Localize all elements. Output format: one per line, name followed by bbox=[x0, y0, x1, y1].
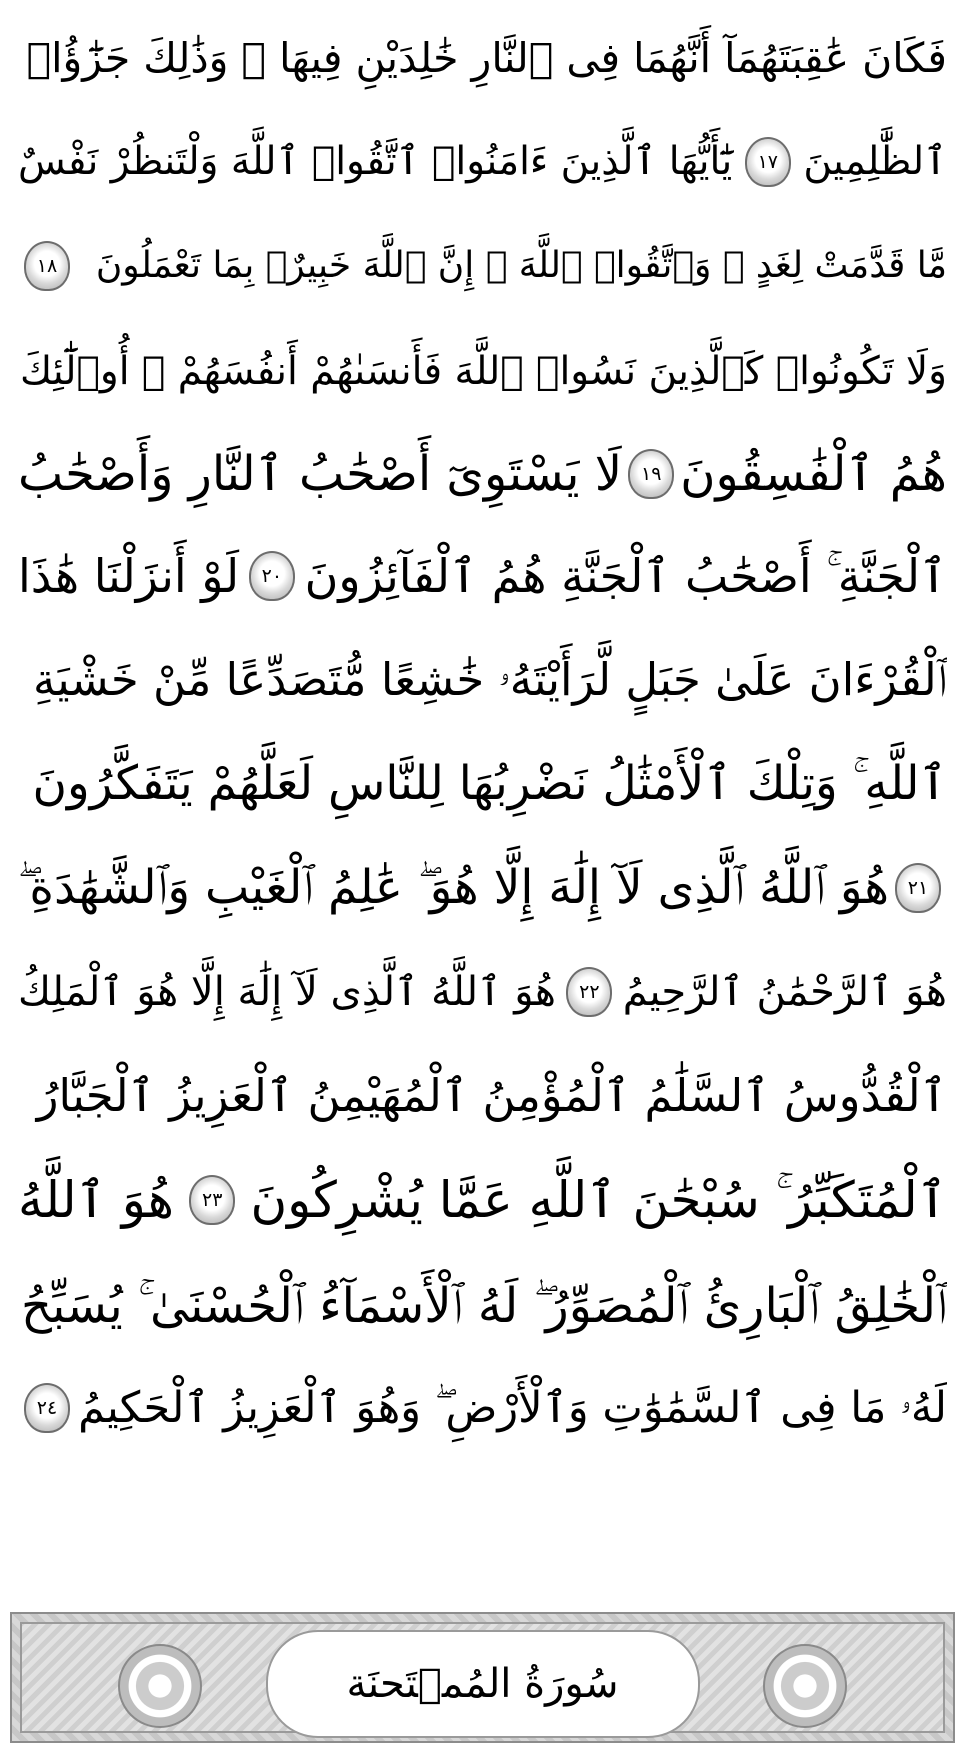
ayah-number-marker: ١٩ bbox=[628, 449, 674, 499]
ayah-number-marker: ٢٤ bbox=[24, 1383, 70, 1433]
text-line bbox=[18, 630, 947, 730]
verse-text: هُوَ ٱللَّهُ bbox=[18, 1171, 174, 1229]
text-line bbox=[18, 112, 947, 212]
text-line bbox=[18, 838, 947, 938]
ayah-number-marker: ٢٠ bbox=[249, 551, 295, 601]
verse-text: ٱلْخَٰلِقُ ٱلْبَارِئُ ٱلْمُصَوِّرُ ۖ لَهُ ٱلْأَسْمَآءُ ٱلْحُسْنَىٰ ۚ يُسَبِّحُ bbox=[21, 1278, 947, 1334]
verse-text: ٱلْمُتَكَبِّرُ ۚ سُبْحَٰنَ ٱللَّهِ عَمَّا يُشْرِكُونَ bbox=[250, 1171, 947, 1229]
rosette-ornament-icon bbox=[118, 1644, 202, 1728]
surah-title-cartouche bbox=[266, 1630, 700, 1738]
surah-header-band bbox=[10, 1612, 955, 1743]
verse-text: هُوَ ٱللَّهُ ٱلَّذِى لَآ إِلَٰهَ إِلَّا هُوَ ۖ عَٰلِمُ ٱلْغَيْبِ وَٱلشَّهَٰدَةِ ۖ bbox=[18, 860, 889, 915]
ayah-number-marker: ٢٣ bbox=[189, 1175, 235, 1225]
ayah-number-marker: ١٨ bbox=[24, 241, 70, 291]
text-line bbox=[18, 8, 947, 108]
ayah-number-marker: ١٧ bbox=[745, 137, 791, 187]
text-line bbox=[18, 734, 947, 834]
verse-text: ٱلْقُدُّوسُ ٱلسَّلَٰمُ ٱلْمُؤْمِنُ ٱلْمُهَيْمِنُ ٱلْعَزِيزُ ٱلْجَبَّارُ bbox=[36, 1069, 947, 1122]
verse-text: ٱلْقُرْءَانَ عَلَىٰ جَبَلٍ لَّرَأَيْتَهُۥ خَٰشِعًا مُّتَصَدِّعًا مِّنْ خَشْيَةِ bbox=[33, 653, 947, 706]
text-line bbox=[18, 1150, 947, 1250]
verse-text: ٱلْجَنَّةِ ۚ أَصْحَٰبُ ٱلْجَنَّةِ هُمُ ٱلْفَآئِزُونَ bbox=[304, 549, 947, 603]
verse-text: هُمُ ٱلْفَٰسِقُونَ bbox=[680, 446, 947, 502]
verse-text: مَّا قَدَّمَتْ لِغَدٍ ۖ وَٱتَّقُوا۟ ٱللَّهَ ۚ إِنَّ ٱللَّهَ خَبِيرٌۢ بِمَا تَعْمَلُونَ bbox=[95, 245, 947, 286]
text-line bbox=[18, 526, 947, 626]
ayah-number-marker: ٢٢ bbox=[566, 967, 612, 1017]
verse-text: هُوَ ٱللَّهُ ٱلَّذِى لَآ إِلَٰهَ إِلَّا هُوَ ٱلْمَلِكُ bbox=[18, 969, 556, 1015]
verse-text: لَوْ أَنزَلْنَا هَٰذَا bbox=[18, 549, 240, 603]
verse-text: لَهُۥ مَا فِى ٱلسَّمَٰوَٰتِ وَٱلْأَرْضِ ۖ وَهُوَ ٱلْعَزِيزُ ٱلْحَكِيمُ bbox=[78, 1383, 947, 1433]
text-line bbox=[18, 942, 947, 1042]
verse-text: لَا يَسْتَوِىٓ أَصْحَٰبُ ٱلنَّارِ وَأَصْحَٰبُ bbox=[18, 446, 623, 502]
verse-text: وَلَا تَكُونُوا۟ كَٱلَّذِينَ نَسُوا۟ ٱللَّهَ فَأَنسَىٰهُمْ أَنفُسَهُمْ ۚ أُو۟لَٰٓئِكَ bbox=[19, 349, 947, 394]
surah-title: سُورَةُ المُمۡتَحنَة bbox=[346, 1661, 619, 1707]
text-line bbox=[18, 424, 947, 524]
ornamental-frame bbox=[20, 1622, 945, 1733]
text-line bbox=[18, 322, 947, 422]
text-line bbox=[18, 1046, 947, 1146]
verse-text: هُوَ ٱلرَّحْمَٰنُ ٱلرَّحِيمُ bbox=[622, 969, 947, 1015]
text-line bbox=[18, 1358, 947, 1458]
ayah-number-marker: ٢١ bbox=[895, 863, 941, 913]
verse-text: فَكَانَ عَٰقِبَتَهُمَآ أَنَّهُمَا فِى ٱلنَّارِ خَٰلِدَيْنِ فِيهَا ۚ وَذَٰلِكَ جَزَٰٓؤُا۟ bbox=[26, 34, 947, 82]
verse-text: ٱلظَّٰلِمِينَ bbox=[803, 139, 947, 184]
verse-text: يَٰٓأَيُّهَا ٱلَّذِينَ ءَامَنُوا۟ ٱتَّقُوا۟ ٱللَّهَ وَلْتَنظُرْ نَفْسٌ bbox=[18, 139, 733, 184]
verse-text: ٱللَّهِ ۚ وَتِلْكَ ٱلْأَمْثَٰلُ نَضْرِبُهَا لِلنَّاسِ لَعَلَّهُمْ يَتَفَكَّرُونَ bbox=[32, 756, 947, 811]
text-line bbox=[18, 1256, 947, 1356]
rosette-ornament-icon bbox=[763, 1644, 847, 1728]
text-line bbox=[18, 216, 947, 316]
